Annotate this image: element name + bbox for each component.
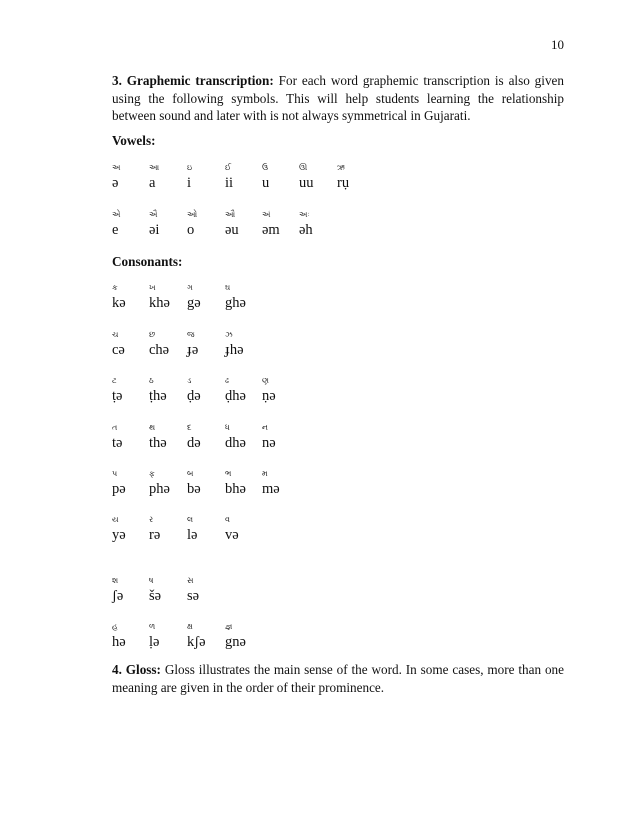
gujarati-glyph: ઢ [225, 376, 229, 385]
consonant-cell [225, 622, 295, 651]
gujarati-glyph: ઊ [299, 163, 308, 172]
vowel-cell [337, 163, 407, 192]
gujarati-glyph: અઃ [299, 210, 310, 219]
gujarati-glyph: હ [112, 622, 118, 631]
romanization: kə [112, 295, 126, 311]
romanization: əm [262, 222, 280, 238]
consonant-cell [187, 576, 257, 605]
gujarati-glyph: ઈ [225, 163, 232, 172]
gujarati-glyph: ય [112, 515, 119, 524]
consonant-cell [225, 283, 295, 312]
romanization: šə [149, 588, 162, 604]
romanization: ɟhə [225, 342, 244, 358]
gujarati-glyph: અ [112, 163, 121, 172]
consonant-cell [262, 423, 332, 452]
page-number: 10 [551, 37, 564, 52]
gujarati-glyph: વ [225, 515, 230, 524]
gujarati-glyph: ઐ [149, 210, 158, 219]
romanization: tə [112, 435, 123, 451]
gujarati-glyph: જ્ઞ [225, 622, 233, 631]
gujarati-glyph: ચ [112, 330, 119, 339]
gujarati-glyph: આ [149, 163, 160, 172]
romanization: əi [149, 222, 160, 238]
romanization: ṭə [112, 388, 123, 404]
romanization: ii [225, 175, 234, 191]
romanization: a [149, 175, 156, 191]
romanization: chə [149, 342, 170, 358]
gujarati-glyph: એ [112, 210, 121, 219]
romanization: ḷə [149, 634, 160, 650]
gujarati-glyph: ઝ [225, 330, 233, 339]
consonant-cell [262, 469, 332, 498]
gujarati-glyph: છ [149, 330, 156, 339]
romanization: bhə [225, 481, 246, 497]
romanization: o [187, 222, 195, 238]
gloss-paragraph [112, 661, 564, 696]
romanization: cə [112, 342, 125, 358]
romanization: ɟə [187, 342, 199, 358]
romanization: khə [149, 295, 170, 311]
romanization: və [225, 527, 239, 543]
romanization: mə [262, 481, 280, 497]
gujarati-glyph: ડ [187, 376, 192, 385]
vowels-heading: Vowels: [112, 133, 156, 148]
gujarati-glyph: ઔ [225, 210, 236, 219]
romanization: lə [187, 527, 198, 543]
gujarati-glyph: ધ [225, 423, 230, 432]
gujarati-glyph: ખ [149, 283, 156, 292]
gloss-text: Gloss illustrates the main sense of the word. In some cases, more than one meaning are given in the order of their prominence. [112, 662, 564, 695]
romanization: ə [112, 175, 119, 191]
romanization: i [187, 175, 192, 191]
romanization: phə [149, 481, 170, 497]
gujarati-glyph: ક્ષ [187, 622, 193, 631]
gujarati-glyph: ઇ [187, 163, 193, 172]
gujarati-glyph: ર [149, 515, 154, 524]
romanization: e [112, 222, 119, 238]
romanization: ṇə [262, 388, 276, 404]
gujarati-glyph: બ [187, 469, 194, 478]
gujarati-glyph: ન [262, 423, 268, 432]
romanization: kʃə [187, 634, 206, 650]
romanization: rụ [337, 175, 350, 191]
consonant-cell [225, 330, 295, 359]
gujarati-glyph: શ [112, 576, 119, 585]
gujarati-glyph: ળ [149, 622, 156, 631]
gujarati-glyph: મ [262, 469, 268, 478]
romanization: ʃə [112, 588, 124, 604]
gujarati-glyph: ઠ [149, 376, 154, 385]
romanization: ḍhə [225, 388, 246, 404]
romanization: hə [112, 634, 126, 650]
romanization: nə [262, 435, 276, 451]
consonant-cell [225, 515, 295, 544]
gujarati-glyph: ટ [112, 376, 117, 385]
romanization: sə [187, 588, 200, 604]
romanization: gə [187, 295, 201, 311]
gujarati-glyph: ઘ [225, 283, 231, 292]
romanization: rə [149, 527, 161, 543]
gloss-heading: 4. Gloss: [112, 662, 161, 677]
gujarati-glyph: ણ [262, 376, 269, 385]
romanization: dhə [225, 435, 246, 451]
gujarati-glyph: ઉ [262, 163, 269, 172]
intro-text: For each word graphemic transcription is also given using the following symbols. This will help students learning the relationship between sound and later with is not always symmetrical in Gujarati. [112, 73, 564, 123]
gujarati-glyph: ઋ [337, 163, 345, 172]
consonant-cell [262, 376, 332, 405]
gujarati-glyph: અં [262, 210, 271, 219]
gujarati-glyph: થ [149, 423, 156, 432]
romanization: uu [299, 175, 314, 191]
gujarati-glyph: સ [187, 576, 194, 585]
intro-paragraph [112, 72, 564, 125]
romanization: gnə [225, 634, 246, 650]
romanization: yə [112, 527, 126, 543]
gujarati-glyph: ક [112, 283, 118, 292]
romanization: u [262, 175, 270, 191]
gujarati-glyph: જ [187, 330, 195, 339]
romanization: bə [187, 481, 201, 497]
romanization: thə [149, 435, 167, 451]
romanization: əu [225, 222, 239, 238]
vowel-cell [299, 210, 369, 239]
gujarati-glyph: ષ [149, 576, 154, 585]
gujarati-glyph: ભ [225, 469, 232, 478]
gujarati-glyph: ફ [149, 469, 155, 478]
gujarati-glyph: પ [112, 469, 118, 478]
romanization: də [187, 435, 201, 451]
gujarati-glyph: ગ [187, 283, 193, 292]
gujarati-glyph: ઓ [187, 210, 198, 219]
romanization: ḍə [187, 388, 201, 404]
consonants-heading: Consonants: [112, 254, 183, 269]
romanization: ghə [225, 295, 246, 311]
gujarati-glyph: દ [187, 423, 192, 432]
romanization: əh [299, 222, 313, 238]
gujarati-glyph: લ [187, 515, 194, 524]
intro-heading: 3. Graphemic transcription: [112, 73, 274, 88]
romanization: ṭhə [149, 388, 167, 404]
romanization: pə [112, 481, 126, 497]
gujarati-glyph: ત [112, 423, 118, 432]
